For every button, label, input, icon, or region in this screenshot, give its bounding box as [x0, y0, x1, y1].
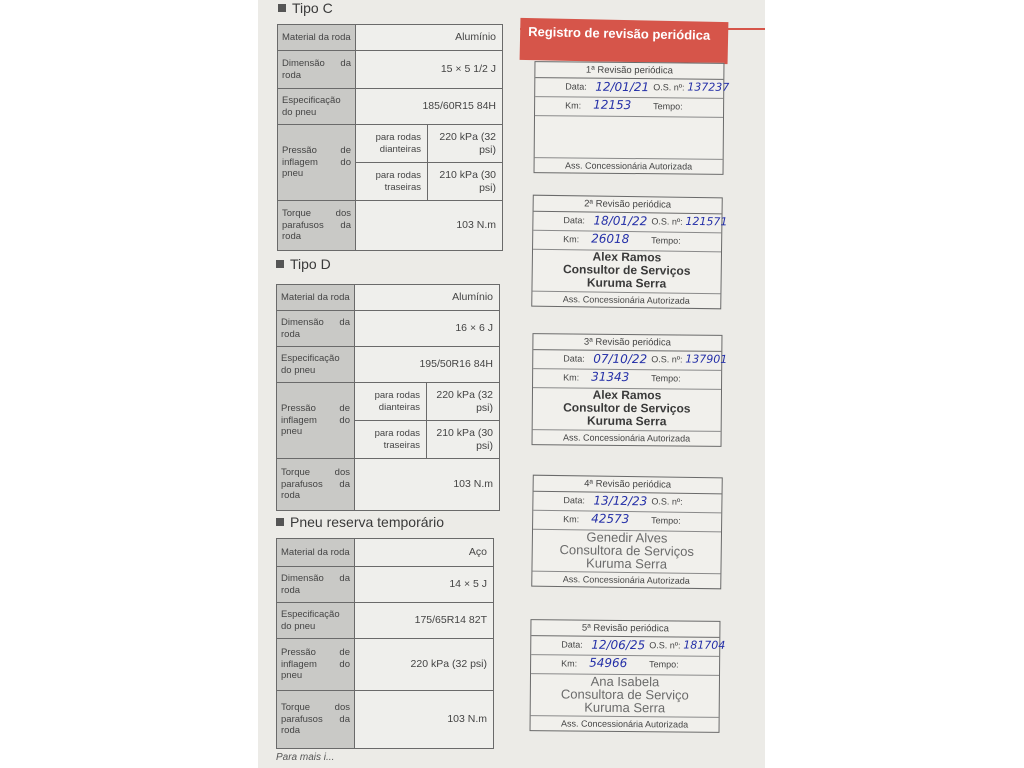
- value-traseiras: 210 kPa (30 psi): [428, 163, 503, 201]
- value-torque: 103 N.m: [356, 201, 503, 251]
- label-pressao: Pressão de inflagem do pneu: [277, 383, 355, 459]
- value-especificacao: 195/50R16 84H: [355, 347, 500, 383]
- signature-area: [535, 116, 723, 160]
- revisao-header: 2ª Revisão periódica: [534, 196, 722, 215]
- bullet-square-icon: [278, 4, 286, 12]
- label-material: Material da roda: [277, 539, 355, 567]
- value-traseiras: 210 kPa (30 psi): [427, 421, 500, 459]
- revisao-header: 4ª Revisão periódica: [534, 476, 722, 495]
- revisao-box-5: [530, 619, 726, 733]
- revisao-header: 3ª Revisão periódica: [533, 334, 721, 352]
- value-dianteiras: 220 kPa (32 psi): [428, 125, 503, 163]
- data-handwritten: 12/01/21: [595, 79, 650, 95]
- km-label: Km:: [565, 100, 582, 111]
- section-title-tipo-d: [276, 256, 331, 272]
- os-label: O.S. nº:: [649, 640, 681, 651]
- signature-footer: Ass. Concessionária Autorizada: [562, 574, 690, 586]
- km-tempo-row: [531, 655, 719, 676]
- os-handwritten: 121571: [685, 214, 728, 229]
- value-torque: 103 N.m: [355, 459, 500, 511]
- stamp-line-2: Consultor de Serviços: [563, 400, 691, 416]
- revisao-box-4: [531, 475, 723, 590]
- tempo-label: Tempo:: [649, 659, 679, 670]
- value-material: Alumínio: [355, 285, 500, 311]
- section-title-reserva: [276, 514, 444, 530]
- label-material: Material da roda: [278, 25, 356, 51]
- revisao-box-2: [531, 195, 728, 310]
- revisao-header: 1ª Revisão periódica: [535, 62, 723, 80]
- value-material: Alumínio: [356, 25, 503, 51]
- value-dimensao: 14 × 5 J: [355, 567, 494, 603]
- stamp-line-3: Kuruma Serra: [586, 275, 667, 291]
- signature-footer: Ass. Concessionária Autorizada: [562, 294, 690, 306]
- section-title-text: Tipo C: [292, 0, 333, 16]
- label-torque: Torque dos parafusos da roda: [278, 201, 356, 251]
- stamp-line-3: Kuruma Serra: [584, 699, 666, 716]
- signature-area: [533, 388, 721, 432]
- section-title-text: Tipo D: [290, 256, 331, 272]
- section-title-tipo-c: [278, 0, 333, 16]
- data-os-row: [531, 636, 726, 657]
- signature-footer: Ass. Concessionária Autorizada: [564, 160, 693, 172]
- bullet-square-icon: [276, 518, 284, 526]
- value-dianteiras: 220 kPa (32 psi): [427, 383, 500, 421]
- registro-title: Registro de revisão periódica: [520, 18, 729, 64]
- signature-area: [532, 530, 721, 575]
- spec-table-tipo-c: [277, 24, 503, 251]
- value-especificacao: 185/60R15 84H: [356, 89, 503, 125]
- label-dianteiras: para rodas dianteiras: [356, 125, 428, 163]
- section-title-text: Pneu reserva temporário: [290, 514, 445, 530]
- os-label: O.S. nº:: [651, 354, 683, 365]
- km-handwritten: 54966: [589, 655, 628, 671]
- stamp-line-1: Alex Ramos: [592, 387, 662, 403]
- data-label: Data:: [561, 639, 583, 650]
- tempo-label: Tempo:: [653, 101, 683, 112]
- label-dimensao: Dimensão da roda: [278, 51, 356, 89]
- label-traseiras: para rodas traseiras: [356, 163, 428, 201]
- value-pressao: 220 kPa (32 psi): [355, 639, 494, 691]
- label-dimensao: Dimensão da roda: [277, 567, 355, 603]
- spec-table-tipo-d: [276, 284, 500, 511]
- signature-footer: Ass. Concessionária Autorizada: [562, 432, 691, 444]
- manual-page: [258, 0, 765, 768]
- km-handwritten: 42573: [591, 511, 630, 527]
- os-label: O.S. nº:: [651, 496, 683, 507]
- km-label: Km:: [563, 372, 580, 383]
- stamp-line-2: Consultora de Serviço: [560, 686, 689, 703]
- label-dimensao: Dimensão da roda: [277, 311, 355, 347]
- data-label: Data:: [563, 495, 586, 506]
- value-especificacao: 175/65R14 82T: [355, 603, 494, 639]
- label-material: Material da roda: [277, 285, 355, 311]
- data-handwritten: 12/06/25: [591, 637, 646, 653]
- km-tempo-row: [533, 369, 721, 390]
- data-label: Data:: [563, 215, 586, 226]
- label-especificacao: Especificação do pneu: [277, 347, 355, 383]
- stamp-line-3: Kuruma Serra: [585, 555, 668, 572]
- data-label: Data:: [565, 81, 587, 92]
- os-label: O.S. nº:: [653, 82, 685, 93]
- stamp-line-1: Ana Isabela: [590, 673, 660, 690]
- km-label: Km:: [563, 234, 580, 245]
- data-os-row: [533, 212, 728, 234]
- data-os-row: [535, 78, 730, 99]
- km-tempo-row: [535, 97, 723, 118]
- stamp-line-3: Kuruma Serra: [586, 413, 667, 429]
- value-material: Aço: [355, 539, 494, 567]
- tempo-label: Tempo:: [651, 515, 681, 526]
- revisao-header: 5ª Revisão periódica: [531, 620, 719, 638]
- label-pressao: Pressão de inflagem do pneu: [278, 125, 356, 201]
- data-os-row: [533, 350, 728, 371]
- stamp-line-2: Consultora de Serviços: [559, 542, 695, 559]
- data-label: Data:: [563, 353, 585, 364]
- km-handwritten: 31343: [591, 369, 630, 385]
- revisao-box-3: [532, 333, 728, 447]
- label-torque: Torque dos parafusos da roda: [277, 691, 355, 749]
- os-handwritten: 137901: [685, 352, 728, 366]
- revisao-box-1: [534, 61, 730, 175]
- label-especificacao: Especificação do pneu: [278, 89, 356, 125]
- bullet-square-icon: [276, 260, 284, 268]
- os-label: O.S. nº:: [651, 216, 683, 227]
- os-handwritten: 137237: [687, 80, 730, 94]
- page-footer-text: Para mais i...: [276, 752, 335, 763]
- data-handwritten: 07/10/22: [593, 351, 648, 367]
- data-handwritten: 18/01/22: [593, 213, 648, 229]
- data-handwritten: 13/12/23: [593, 493, 648, 509]
- km-label: Km:: [561, 658, 578, 669]
- label-traseiras: para rodas traseiras: [355, 421, 427, 459]
- km-handwritten: 26018: [591, 231, 630, 247]
- tempo-label: Tempo:: [651, 235, 681, 246]
- km-handwritten: 12153: [593, 97, 632, 113]
- value-torque: 103 N.m: [355, 691, 494, 749]
- tempo-label: Tempo:: [651, 373, 681, 384]
- signature-area: [531, 674, 719, 718]
- data-os-row: [533, 492, 721, 514]
- stamp-line-2: Consultor de Serviços: [562, 262, 691, 278]
- signature-footer: Ass. Concessionária Autorizada: [560, 718, 689, 730]
- label-pressao: Pressão de inflagem do pneu: [277, 639, 355, 691]
- stamp-line-1: Genedir Alves: [586, 529, 668, 546]
- os-handwritten: 181704: [683, 638, 726, 652]
- label-dianteiras: para rodas dianteiras: [355, 383, 427, 421]
- spec-table-reserva: [276, 538, 494, 749]
- label-especificacao: Especificação do pneu: [277, 603, 355, 639]
- label-torque: Torque dos parafusos da roda: [277, 459, 355, 511]
- km-label: Km:: [563, 514, 580, 525]
- stamp-line-1: Alex Ramos: [592, 249, 662, 265]
- value-dimensao: 15 × 5 1/2 J: [356, 51, 503, 89]
- signature-area: [532, 250, 721, 295]
- value-dimensao: 16 × 6 J: [355, 311, 500, 347]
